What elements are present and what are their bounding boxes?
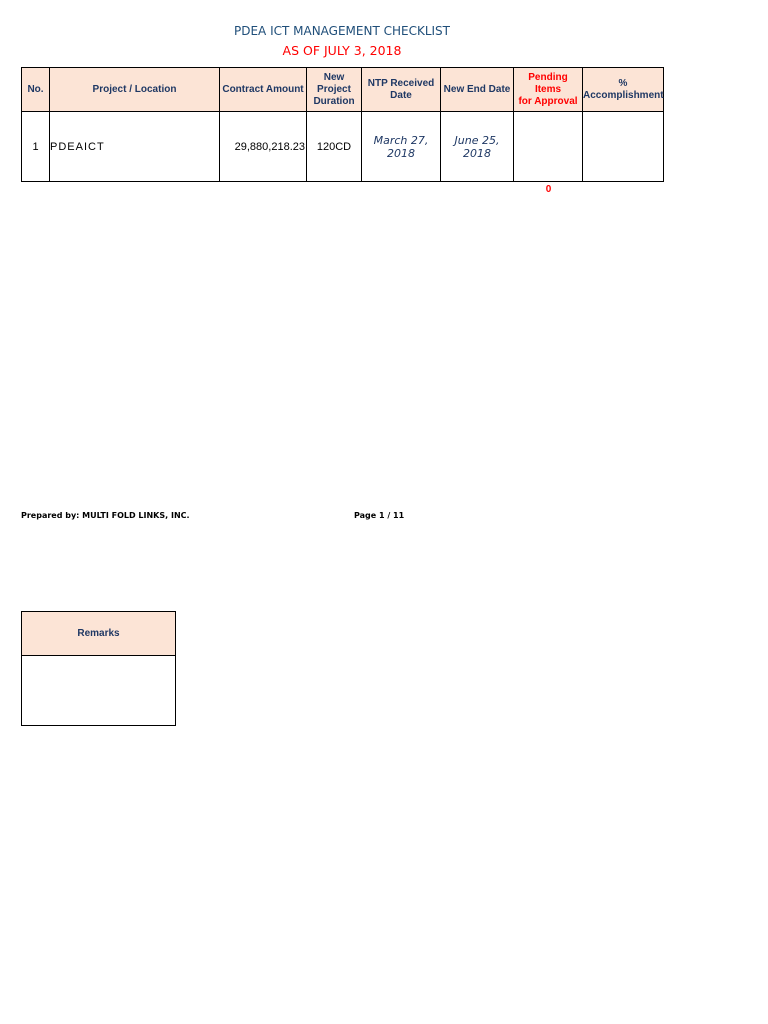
cell-end-date: June 25, 2018 (441, 112, 514, 182)
cell-pending-items (514, 112, 583, 182)
col-header-ntp-line1: NTP Received (367, 77, 435, 89)
document-title: PDEA ICT MANAGEMENT CHECKLIST (233, 24, 451, 38)
remarks-header: Remarks (22, 612, 176, 656)
remarks-table (21, 611, 176, 726)
col-header-ntp-line2: Date (390, 89, 412, 101)
prepared-by-label: Prepared by: MULTI FOLD LINKS, INC. (21, 511, 190, 520)
cell-contract-amount: 29,880,218.23 (220, 112, 307, 182)
col-header-duration-line2: Duration (313, 95, 355, 107)
remarks-body-row (22, 656, 176, 726)
cell-duration: 120CD (307, 112, 362, 182)
col-header-accomplishment (583, 68, 664, 112)
col-header-duration (307, 68, 362, 112)
remarks-header-row (22, 612, 176, 656)
col-header-accomp-line1: % (618, 77, 628, 89)
col-header-pending (514, 68, 583, 112)
col-header-no: No. (22, 68, 50, 112)
cell-project: PDEAICT (50, 112, 220, 182)
pending-items-total: 0 (545, 184, 552, 195)
col-header-duration-line1: New Project (317, 71, 351, 95)
col-header-pending-line2: for Approval (518, 95, 578, 107)
page-number: Page 1 / 11 (354, 511, 405, 520)
document-subtitle: AS OF JULY 3, 2018 (282, 43, 402, 58)
cell-accomplishment (583, 112, 664, 182)
table-header-row (22, 68, 664, 112)
cell-ntp-date: March 27, 2018 (362, 112, 441, 182)
col-header-project: Project / Location (50, 68, 220, 112)
col-header-ntp-date (362, 68, 441, 112)
table-row (22, 112, 664, 182)
remarks-cell (22, 656, 176, 726)
col-header-accomp-line2: Accomplishment (583, 89, 664, 101)
checklist-table (21, 67, 664, 182)
col-header-amount: Contract Amount (220, 68, 307, 112)
cell-no: 1 (22, 112, 50, 182)
col-header-pending-line1: Pending Items (528, 71, 568, 95)
col-header-end-date: New End Date (441, 68, 514, 112)
